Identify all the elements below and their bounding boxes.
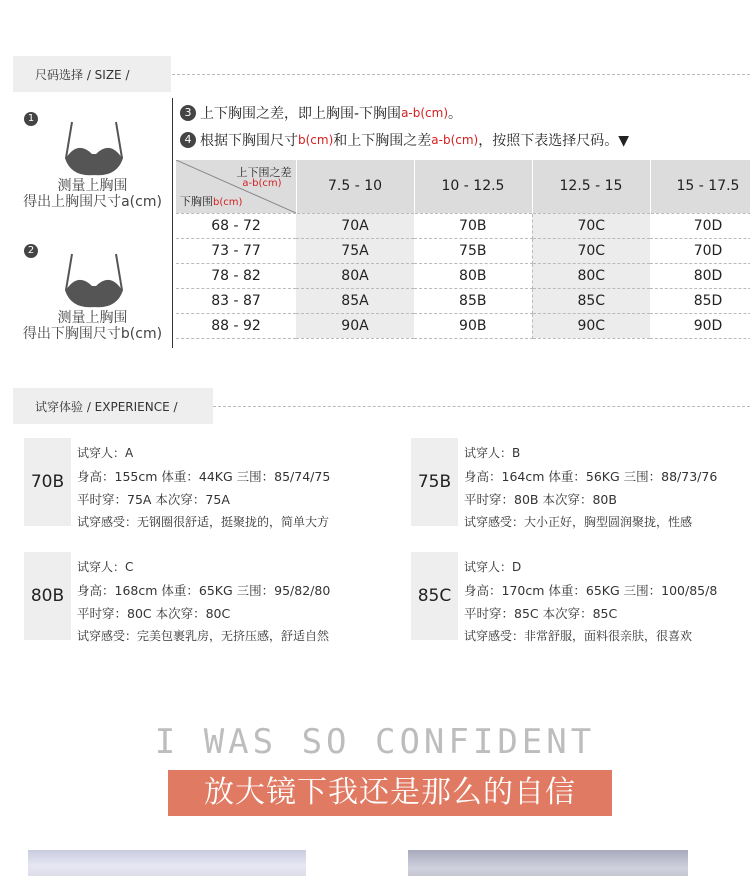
table-row <box>176 313 750 338</box>
instruction-4-text-b: 和上下胸围之差 <box>333 133 432 149</box>
experience-size-badge: 85C <box>411 552 458 640</box>
size-section-title: 尺码选择 / SIZE / <box>35 67 130 82</box>
size-cell: 90B <box>414 313 532 338</box>
measure-2-line1: 测量上胸围 <box>57 310 128 326</box>
instruction-4-red-a: b(cm) <box>298 133 334 147</box>
table-row <box>176 288 750 313</box>
size-cell: 90A <box>296 313 414 338</box>
bra-icon <box>58 250 130 312</box>
measure-1-line1: 测量上胸围 <box>57 178 128 194</box>
instruction-3-text-b: 。 <box>448 106 463 122</box>
size-cell: 80C <box>532 263 650 288</box>
column-header: 10 - 12.5 <box>414 160 532 213</box>
measure-step-2 <box>0 242 172 352</box>
size-cell: 90C <box>532 313 650 338</box>
tester-wear: 平时穿：80C 本次穿：80C <box>77 606 231 621</box>
tester-feel: 试穿感受：大小正好，胸型圆润聚拢，性感 <box>464 515 693 529</box>
measure-step-1 <box>0 110 172 220</box>
row-range: 78 - 82 <box>176 263 296 288</box>
instruction-3-text-a: 上下胸围之差，即上胸围-下胸围 <box>200 106 402 122</box>
bra-icon <box>58 118 130 180</box>
experience-card-c <box>24 552 364 643</box>
size-cell: 70C <box>532 213 650 238</box>
size-cell: 80D <box>650 263 750 288</box>
size-section-header <box>13 56 171 92</box>
tester-stats: 身高：164cm 体重：56KG 三围：88/73/76 <box>464 469 718 484</box>
size-cell: 70C <box>532 238 650 263</box>
step-number-4: 4 <box>180 132 196 148</box>
instruction-4 <box>180 130 629 150</box>
size-cell: 85B <box>414 288 532 313</box>
step-number-1: 1 <box>24 112 38 126</box>
tester-stats: 身高：168cm 体重：65KG 三围：95/82/80 <box>77 583 331 598</box>
measure-1-line2: 得出上胸围尺寸a(cm) <box>23 194 162 210</box>
instruction-3-red-a: a-b(cm) <box>401 106 449 120</box>
row-range: 83 - 87 <box>176 288 296 313</box>
instruction-3 <box>180 103 462 123</box>
size-cell: 80B <box>414 263 532 288</box>
table-row <box>176 238 750 263</box>
experience-size-badge: 80B <box>24 552 71 640</box>
size-cell: 85A <box>296 288 414 313</box>
experience-size-badge: 75B <box>411 438 458 526</box>
table-row <box>176 263 750 288</box>
size-cell: 70D <box>650 213 750 238</box>
experience-section-divider <box>213 406 750 407</box>
corner-top-label: 上下围之差 <box>236 166 292 179</box>
promo-banner: 放大镜下我还是那么的自信 <box>168 770 612 816</box>
column-header: 7.5 - 10 <box>296 160 414 213</box>
tester-stats: 身高：170cm 体重：65KG 三围：100/85/8 <box>464 583 718 598</box>
row-range: 73 - 77 <box>176 238 296 263</box>
table-row <box>176 213 750 238</box>
tester-wear: 平时穿：75A 本次穿：75A <box>77 492 230 507</box>
tester-name: 试穿人：D <box>464 560 522 574</box>
size-cell: 75A <box>296 238 414 263</box>
corner-top-unit: a-b(cm) <box>242 178 282 189</box>
step-number-3: 3 <box>180 105 196 121</box>
product-photo-right <box>408 850 688 876</box>
table-corner-cell <box>176 160 296 213</box>
tester-wear: 平时穿：85C 本次穿：85C <box>464 606 618 621</box>
row-range: 88 - 92 <box>176 313 296 338</box>
size-cell: 70B <box>414 213 532 238</box>
size-table <box>176 160 750 339</box>
experience-size-badge: 70B <box>24 438 71 526</box>
tester-feel: 试穿感受：完美包裹乳房，无挤压感，舒适自然 <box>77 629 330 643</box>
size-cell: 80A <box>296 263 414 288</box>
experience-section-title: 试穿体验 / EXPERIENCE / <box>35 399 178 414</box>
instruction-4-text-c: ，按照下表选择尺码。▼ <box>478 133 630 149</box>
size-cell: 70A <box>296 213 414 238</box>
size-section-divider <box>172 74 750 75</box>
column-header: 12.5 - 15 <box>532 160 650 213</box>
tester-feel: 试穿感受：非常舒服，面料很亲肤，很喜欢 <box>464 629 693 643</box>
experience-card-b <box>411 438 750 529</box>
column-header: 15 - 17.5 <box>650 160 750 213</box>
row-range: 68 - 72 <box>176 213 296 238</box>
instruction-4-red-b: a-b(cm) <box>431 133 479 147</box>
product-photo-left <box>28 850 306 876</box>
size-cell: 75B <box>414 238 532 263</box>
tester-name: 试穿人：A <box>77 446 134 460</box>
size-cell: 90D <box>650 313 750 338</box>
tester-name: 试穿人：C <box>77 560 134 574</box>
size-cell: 85D <box>650 288 750 313</box>
measure-2-line2: 得出下胸围尺寸b(cm) <box>22 326 163 342</box>
size-cell: 70D <box>650 238 750 263</box>
promo-headline: I WAS SO CONFIDENT <box>154 722 596 762</box>
tester-feel: 试穿感受：无钢圈很舒适，挺聚拢的，简单大方 <box>77 515 330 529</box>
size-cell: 85C <box>532 288 650 313</box>
vertical-divider <box>172 98 173 348</box>
experience-card-d <box>411 552 750 643</box>
corner-bottom-label: 下胸围b(cm) <box>180 194 243 208</box>
experience-section-header <box>13 388 213 424</box>
tester-name: 试穿人：B <box>464 446 521 460</box>
experience-card-a <box>24 438 364 529</box>
step-number-2: 2 <box>24 244 38 258</box>
tester-stats: 身高：155cm 体重：44KG 三围：85/74/75 <box>77 469 331 484</box>
instruction-4-text-a: 根据下胸围尺寸 <box>200 133 298 149</box>
tester-wear: 平时穿：80B 本次穿：80B <box>464 492 617 507</box>
